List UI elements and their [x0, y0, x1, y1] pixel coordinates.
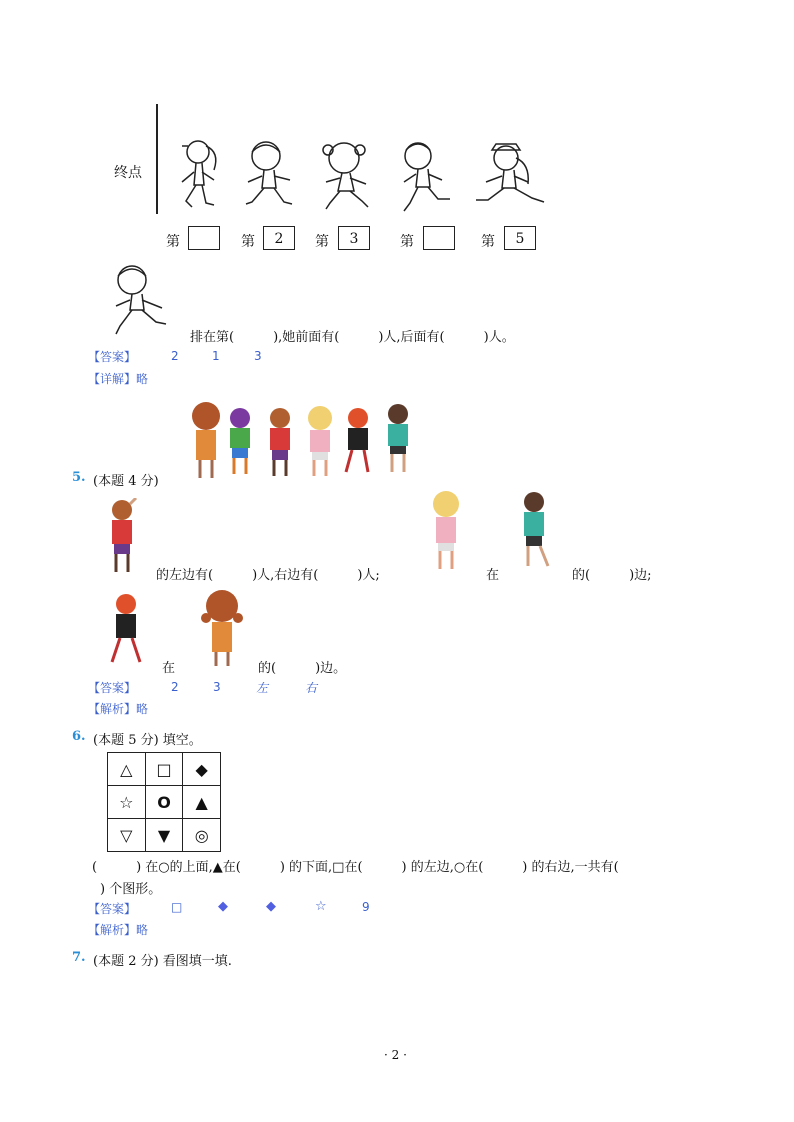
grid-cell-bullseye: ◎ — [183, 819, 221, 852]
q4-detail: 【详解】略 — [88, 372, 149, 386]
q5-line2-a: 在 — [162, 661, 176, 676]
q6-answer-3: ◆ — [266, 899, 276, 914]
page-number: · 2 · — [384, 1048, 407, 1062]
q5-line2-b: 的( )边。 — [258, 661, 347, 676]
q6-answer-label: 【答案】 — [88, 902, 137, 916]
grid-cell-star: ☆ — [108, 786, 146, 819]
q5-detail: 【解析】略 — [88, 702, 149, 716]
position-label-5: 第 — [481, 234, 495, 250]
q6-answer-1: □ — [171, 900, 183, 914]
grid-cell-triangle: △ — [108, 753, 146, 786]
q5-answer-3: 左 — [256, 681, 269, 695]
q6-answer-5: 9 — [362, 900, 370, 914]
q7-meta: (本题 2 分) 看图填一填. — [93, 954, 232, 969]
q5-line1-c: 的( )边; — [572, 568, 652, 583]
grid-cell-diamond: ◆ — [183, 753, 221, 786]
position-label-1: 第 — [166, 234, 180, 250]
runner-girl-3 — [314, 136, 378, 216]
position-label-2: 第 — [241, 234, 255, 250]
q6-sentence-2: ) 个图形。 — [100, 882, 162, 897]
q4-answer-3: 3 — [254, 349, 262, 363]
shape-grid — [107, 752, 221, 852]
grid-cell-circle: O — [145, 786, 183, 819]
q5-answer-label: 【答案】 — [88, 681, 137, 695]
finish-line — [156, 104, 158, 214]
kid-teal-boy — [516, 490, 552, 572]
q4-sentence: 排在第( ),她前面有( )人,后面有( )人。 — [190, 330, 515, 345]
kid-red-shirt — [104, 498, 140, 576]
q5-number: 5. — [72, 470, 86, 485]
position-box-3[interactable]: 3 — [338, 226, 370, 250]
q4-answer-1: 2 — [171, 349, 179, 363]
position-box-4[interactable] — [423, 226, 455, 250]
position-box-2[interactable]: 2 — [263, 226, 295, 250]
q5-meta: (本题 4 分) — [93, 474, 159, 489]
kid-blonde-girl — [426, 490, 466, 572]
runner-girl-5 — [470, 138, 552, 218]
q6-answer-4: ☆ — [315, 899, 327, 914]
position-label-4: 第 — [400, 234, 414, 250]
runner-boy-2 — [238, 136, 302, 218]
q5-answer-2: 3 — [213, 680, 221, 694]
q7-number: 7. — [72, 950, 86, 965]
q6-number: 6. — [72, 729, 86, 744]
grid-cell-down-triangle: ▽ — [108, 819, 146, 852]
q5-answer-4: 右 — [305, 681, 318, 695]
grid-cell-filled-triangle: ▲ — [183, 786, 221, 819]
q6-meta: (本题 5 分) 填空。 — [93, 733, 202, 748]
q6-detail: 【解析】略 — [88, 923, 149, 937]
runner-boy-4 — [394, 136, 456, 216]
q5-line1-a: 的左边有( )人,右边有( )人; — [156, 568, 380, 583]
position-label-3: 第 — [315, 234, 329, 250]
q4-answer-2: 1 — [212, 349, 220, 363]
grid-cell-filled-down-triangle: ▼ — [145, 819, 183, 852]
kids-lineup — [180, 396, 420, 482]
q6-answer-2: ◆ — [218, 899, 228, 914]
position-box-5[interactable]: 5 — [504, 226, 536, 250]
q5-line1-b: 在 — [486, 568, 500, 583]
q5-answer-1: 2 — [171, 680, 179, 694]
kid-red-hair-girl — [104, 592, 148, 666]
q4-answer-label: 【答案】 — [88, 350, 137, 364]
grid-cell-square: □ — [145, 753, 183, 786]
runner-girl-1 — [172, 132, 230, 216]
q6-sentence-1: ( ) 在○的上面,▲在( ) 的下面,□在( ) 的左边,○在( ) 的右边,一共有( — [92, 860, 619, 875]
runner-boy-question — [106, 262, 172, 340]
position-box-1[interactable] — [188, 226, 220, 250]
finish-label: 终点 — [114, 165, 142, 181]
kid-pigtail-girl — [198, 588, 246, 668]
